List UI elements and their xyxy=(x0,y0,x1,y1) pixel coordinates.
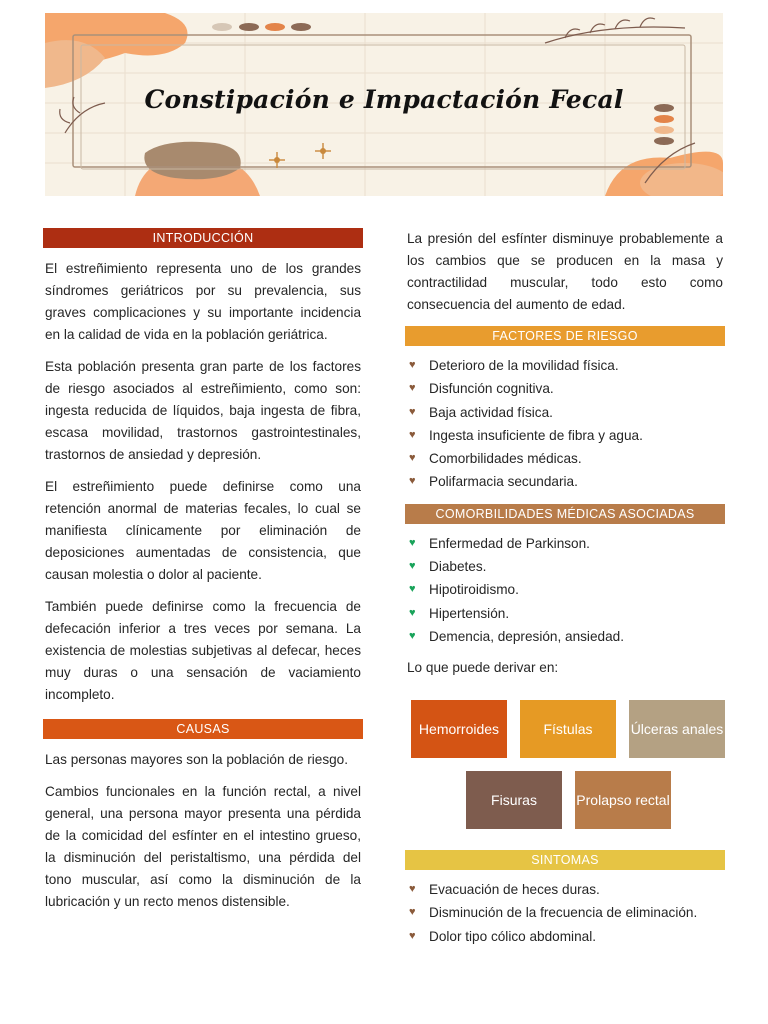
heart-icon: ♥ xyxy=(409,428,416,441)
presion-paragraph: La presión del esfínter disminuye probablemente a los cambios que se producen en la masa y contractilidad muscular, todo esto como consecuencia del aumento de edad. xyxy=(407,231,723,312)
heart-icon: ♥ xyxy=(409,382,416,395)
heart-icon: ♥ xyxy=(409,906,416,919)
section-header-causas: CAUSAS xyxy=(43,719,363,739)
intro-paragraph: Esta población presenta gran parte de los factores de riesgo asociados al estreñimiento, como son: ingesta reducida de líquidos, baja ingesta de fibra, escasa movilidad, trastornos gastrointestinales, trastornos de ansiedad y depresión. xyxy=(45,359,361,462)
causas-paragraph: Las personas mayores son la población de riesgo. xyxy=(45,752,349,767)
section-header-sintomas: SINTOMAS xyxy=(405,850,725,870)
heart-icon: ♥ xyxy=(409,359,416,371)
list-item: ♥ Disminución de la frecuencia de eliminación. xyxy=(407,901,725,924)
sintomas-list xyxy=(405,878,725,948)
box-fisuras: Fisuras xyxy=(466,771,562,829)
header-banner xyxy=(45,13,723,196)
box-prolapso-rectal: Prolapso rectal xyxy=(575,771,671,829)
list-item: ♥ Evacuación de heces duras. xyxy=(407,878,725,901)
list-item: ♥ Comorbilidades médicas. xyxy=(407,447,725,470)
intro-paragraph: El estreñimiento puede definirse como una retención anormal de materias fecales, lo cual se manifiesta clínicamente por eliminación de deposiciones aumentadas de consistencia, que causan molestia o dolor al paciente. xyxy=(45,479,361,582)
causas-paragraph: Cambios funcionales en la función rectal, a nivel general, una persona mayor presenta una pérdida de la comicidad del esfínter en el intestino grueso, la disminución del peristaltismo, una pérdida del tono muscular, así como la disminución de la lubricación y un recto menos distensible. xyxy=(45,784,361,909)
sintomas-section xyxy=(405,850,725,948)
intro-paragraph: El estreñimiento representa uno de los grandes síndromes geriátricos por su prevalencia, sus graves complicaciones y su importante incidencia en la calidad de vida en la población geriátrica. xyxy=(45,261,361,342)
page-title: Constipación e Impactación Fecal xyxy=(144,85,624,114)
left-column xyxy=(43,228,363,913)
list-item: ♥ Polifarmacia secundaria. xyxy=(407,470,725,493)
list-item: ♥ Disfunción cognitiva. xyxy=(407,377,725,400)
box-hemorroides: Hemorroides xyxy=(411,700,507,758)
heart-icon: ♥ xyxy=(409,929,416,942)
list-item: ♥ Hipotiroidismo. xyxy=(407,578,725,601)
list-item: ♥ Deterioro de la movilidad física. xyxy=(407,354,725,377)
heart-icon: ♥ xyxy=(409,475,416,488)
heart-icon: ♥ xyxy=(409,883,416,895)
right-column xyxy=(405,228,725,679)
heart-icon: ♥ xyxy=(409,536,416,549)
list-item: ♥ Hipertensión. xyxy=(407,602,725,625)
heart-icon: ♥ xyxy=(409,452,416,465)
heart-icon: ♥ xyxy=(409,606,416,619)
list-item: ♥ Dolor tipo cólico abdominal. xyxy=(407,925,725,948)
list-item: ♥ Baja actividad física. xyxy=(407,401,725,424)
list-item: ♥ Diabetes. xyxy=(407,555,725,578)
derivar-label: Lo que puede derivar en: xyxy=(407,660,559,676)
box-fistulas: Fístulas xyxy=(520,700,616,758)
heart-icon: ♥ xyxy=(409,583,416,596)
heart-icon: ♥ xyxy=(409,560,416,573)
list-item: ♥ Ingesta insuficiente de fibra y agua. xyxy=(407,424,725,447)
section-header-factores-de-riesgo: FACTORES DE RIESGO xyxy=(405,326,725,346)
factores-list xyxy=(405,354,725,494)
section-header-introduccion: INTRODUCCIÓN xyxy=(43,228,363,248)
heart-icon: ♥ xyxy=(409,405,416,418)
heart-icon: ♥ xyxy=(409,629,416,642)
intro-paragraph: También puede definirse como la frecuencia de defecación inferior a tres veces por semana. La existencia de molestias subjetivas al defecar, heces muy duras o una sensación de vaciamiento incompleto. xyxy=(45,599,361,702)
comorbilidades-list xyxy=(405,532,725,648)
list-item: ♥ Enfermedad de Parkinson. xyxy=(407,532,725,555)
box-ulceras-anales: Úlceras anales xyxy=(629,700,725,758)
list-item: ♥ Demencia, depresión, ansiedad. xyxy=(407,625,725,648)
section-header-comorbilidades: COMORBILIDADES MÉDICAS ASOCIADAS xyxy=(405,504,725,524)
